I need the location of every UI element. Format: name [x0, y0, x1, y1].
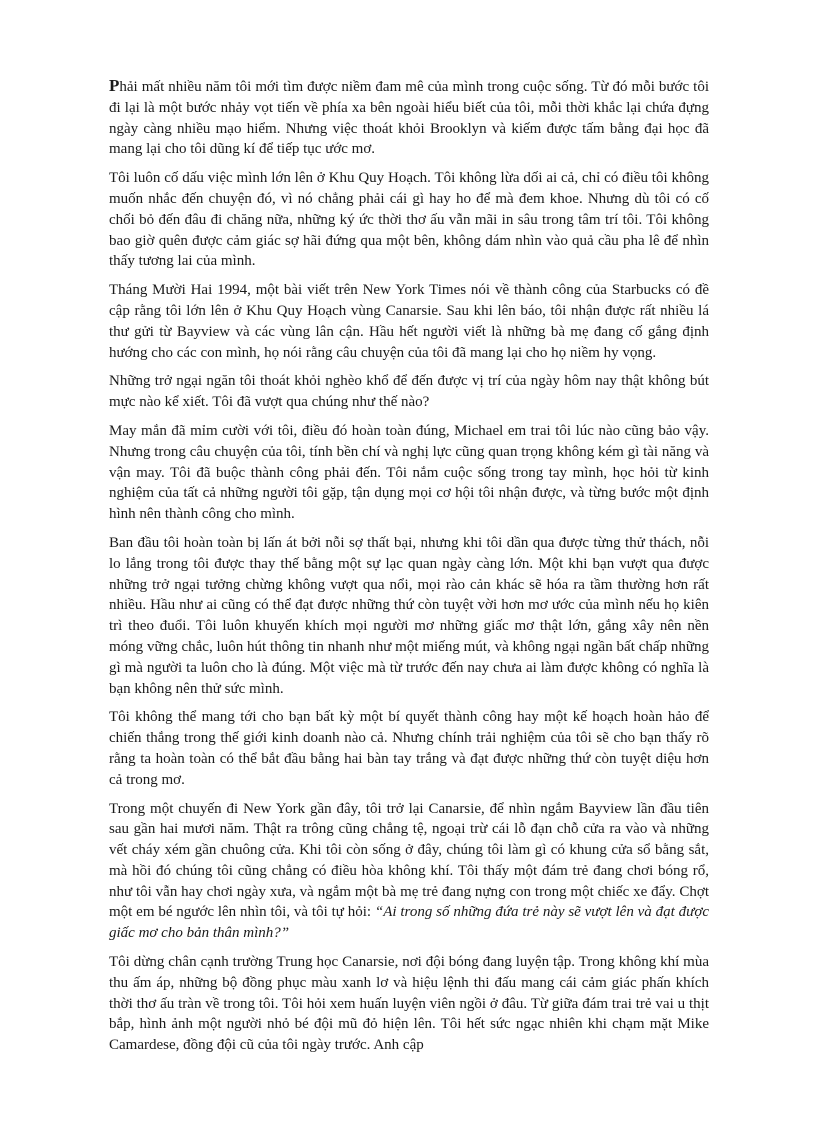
- paragraph-1: [109, 76, 709, 160]
- paragraph-2: Tôi luôn cố dấu việc mình lớn lên ở Khu Quy Hoạch. Tôi không lừa dối ai cả, chỉ có điều tôi không muốn nhắc đến chuyện đó, vì nó chẳng phải cái gì hay ho để mà đem khoe. Nhưng dù tôi có cố chối bỏ đến đâu đi chăng nữa, những ký ức thời thơ ấu vẫn mãi in sâu trong tâm trí tôi. Tôi không bao giờ quên được cảm giác sợ hãi đứng qua một bên, không dám nhìn vào quả cầu pha lê để nhìn thấy tương lai của mình.: [109, 170, 709, 270]
- paragraph-6: Ban đầu tôi hoàn toàn bị lấn át bởi nỗi sợ thất bại, nhưng khi tôi dần qua được từng thử thách, nỗi lo lắng trong tôi được thay thế bằng một sự lạc quan ngày càng lớn. Một khi bạn vượt qua được những trở ngại tưởng chừng không vượt qua nổi, mọi rào cản khác sẽ hóa ra tầm thường hơn rất nhiều. Hầu như ai cũng có thể đạt được những thứ còn tuyệt vời hơn mơ ước của mình nếu họ kiên trì theo đuổi. Tôi luôn khuyến khích mọi người mơ những giấc mơ thật lớn, gắng xây nên nền móng vững chắc, luôn hút thông tin nhanh như một miếng mút, và không ngại ngần bất chấp những gì mà người ta luôn cho là đúng. Một việc mà từ trước đến nay chưa ai làm được không có nghĩa là bạn không nên thử sức mình.: [109, 534, 709, 697]
- paragraph-4: Những trở ngại ngăn tôi thoát khỏi nghèo khổ để đến được vị trí của ngày hôm nay thật không bút mực nào kể xiết. Tôi đã vượt qua chúng như thế nào?: [109, 373, 709, 411]
- paragraph-7: Tôi không thể mang tới cho bạn bất kỳ một bí quyết thành công hay một kế hoạch hoàn hảo để chiến thắng trong thế giới kinh doanh nào cả. Nhưng chính trải nghiệm của tôi sẽ cho bạn thấy rõ rằng ta hoàn toàn có thể bắt đầu bằng hai bàn tay trắng và đạt được những thứ còn tuyệt diệu hơn cả trong mơ.: [109, 709, 709, 788]
- paragraph-8: [109, 799, 709, 945]
- paragraph-9: Tôi dừng chân cạnh trường Trung học Canarsie, nơi đội bóng đang luyện tập. Trong không khí mùa thu ấm áp, những bộ đồng phục màu xanh lơ và hiệu lệnh thi đấu mang cái cảm giác phấn khích thời thơ ấu tràn về trong tôi. Tôi hỏi xem huấn luyện viên ngồi ở đâu. Từ giữa đám trai trẻ vai u thịt bắp, hình ảnh một người nhỏ bé đội mũ đỏ hiện lên. Tôi hết sức ngạc nhiên khi chạm mặt Mike Camardese, đồng đội cũ của tôi ngày trước. Anh cập: [109, 954, 709, 1054]
- paragraph-text: Trong một chuyến đi New York gần đây, tôi trở lại Canarsie, để nhìn ngắm Bayview lần đầu tiên sau gần hai mươi năm. Thật ra trông cũng chẳng tệ, ngoại trừ cái lỗ đạn chỗ cửa ra vào và những vết cháy xém gần chuông cửa. Khi tôi còn sống ở đây, chúng tôi làm gì có khung cửa sổ bằng sắt, mà hồi đó chúng tôi cũng chẳng có điều hòa không khí. Tôi thấy một đám trẻ đang chơi bóng rổ, như tôi vẫn hay chơi ngày xưa, và ngắm một bà mẹ trẻ đang nựng con trong một chiếc xe đẩy. Chợt một em bé ngước lên nhìn tôi, và tôi tự hỏi:: [109, 800, 709, 921]
- paragraph-3: Tháng Mười Hai 1994, một bài viết trên New York Times nói về thành công của Starbucks có đề cập rằng tôi lớn lên ở Khu Quy Hoạch vùng Canarsie. Sau khi lên báo, tôi nhận được rất nhiều lá thư gửi từ Bayview và các vùng lân cận. Hầu hết người viết là những bà mẹ đang cố gắng định hướng cho các con mình, họ nói rằng câu chuyện của tôi đã mang lại cho họ niềm hy vọng.: [109, 282, 709, 361]
- drop-letter: P: [109, 76, 120, 95]
- document-page: [109, 76, 709, 1064]
- paragraph-5: May mắn đã mỉm cười với tôi, điều đó hoàn toàn đúng, Michael em trai tôi lúc nào cũng bảo vậy. Nhưng trong câu chuyện của tôi, tính bền chí và nghị lực cũng quan trọng không kém gì tài năng và vận may. Tôi đã buộc thành công phải đến. Tôi nắm cuộc sống trong tay mình, học hỏi từ kinh nghiệm của tất cả những người tôi gặp, tận dụng mọi cơ hội tôi nhận được, và từng bước một định hình nên thành công cho mình.: [109, 422, 709, 523]
- italic-quote: “Ai trong số những đứa trẻ này sẽ vượt lên và đạt được giấc mơ cho bản thân mình?”: [109, 904, 709, 942]
- paragraph-text: hải mất nhiều năm tôi mới tìm được niềm đam mê của mình trong cuộc sống. Từ đó mỗi bước tôi đi lại là một bước nhảy vọt tiến về phía xa bên ngoài hiểu biết của tôi, mỗi thời khắc lại chứa đựng ngày càng nhiều mạo hiểm. Nhưng việc thoát khỏi Brooklyn và kiếm được tấm bằng đại học đã mang lại cho tôi dũng kí để tiếp tục ước mơ.: [109, 79, 709, 158]
